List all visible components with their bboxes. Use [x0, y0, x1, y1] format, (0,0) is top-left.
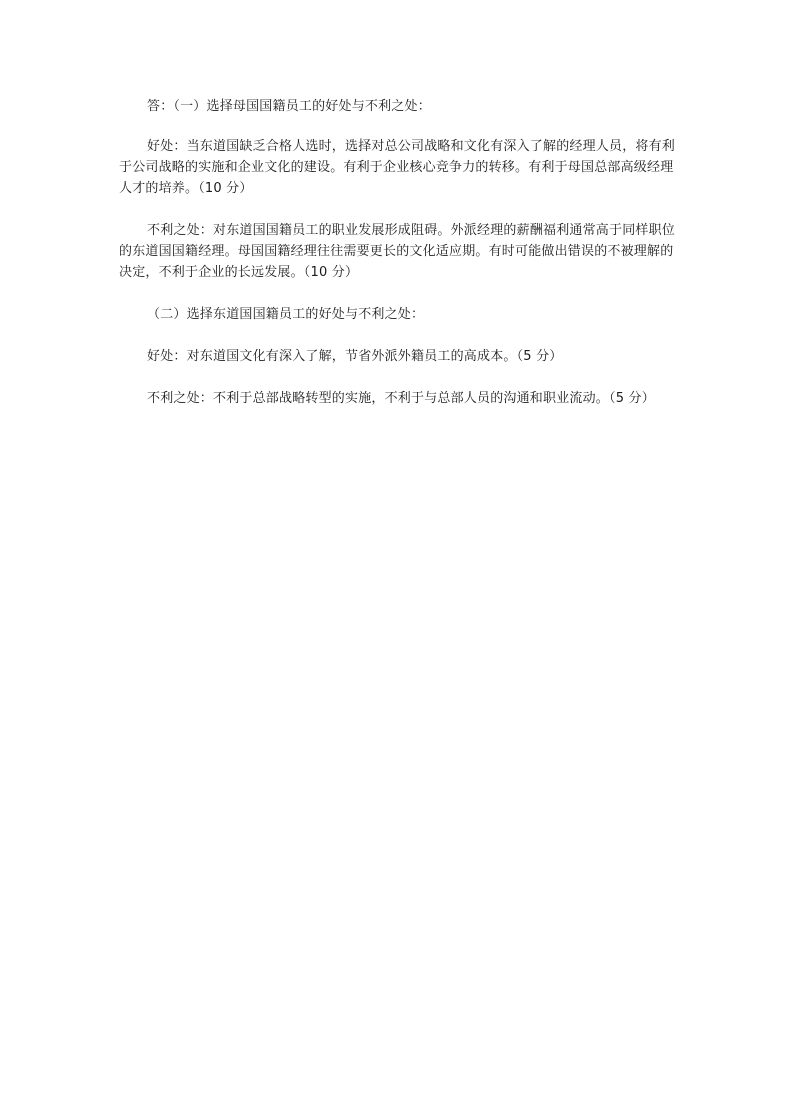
answer-text-block	[119, 96, 675, 409]
section-one-disadvantages: 不利之处：对东道国国籍员工的职业发展形成阻碍。外派经理的薪酬福利通常高于同样职位的东道国国籍经理。母国国籍经理往往需要更长的文化适应期。有时可能做出错误的不被理解的决定，不利于企业的长远发展。（10 分）	[119, 223, 676, 280]
section-two-disadvantages: 不利之处：不利于总部战略转型的实施，不利于与总部人员的沟通和职业流动。（5 分）	[147, 391, 655, 406]
section-one-heading: 答：（一）选择母国国籍员工的好处与不利之处：	[147, 99, 431, 114]
section-two-advantages: 好处：对东道国文化有深入了解，节省外派外籍员工的高成本。（5 分）	[147, 349, 563, 364]
section-one-advantages: 好处：当东道国缺乏合格人选时，选择对总公司战略和文化有深入了解的经理人员，将有利于公司战略的实施和企业文化的建设。有利于企业核心竞争力的转移。有利于母国总部高级经理人才的培养。（10 分）	[119, 139, 676, 196]
section-two-heading: （二）选择东道国国籍员工的好处与不利之处：	[147, 307, 425, 322]
